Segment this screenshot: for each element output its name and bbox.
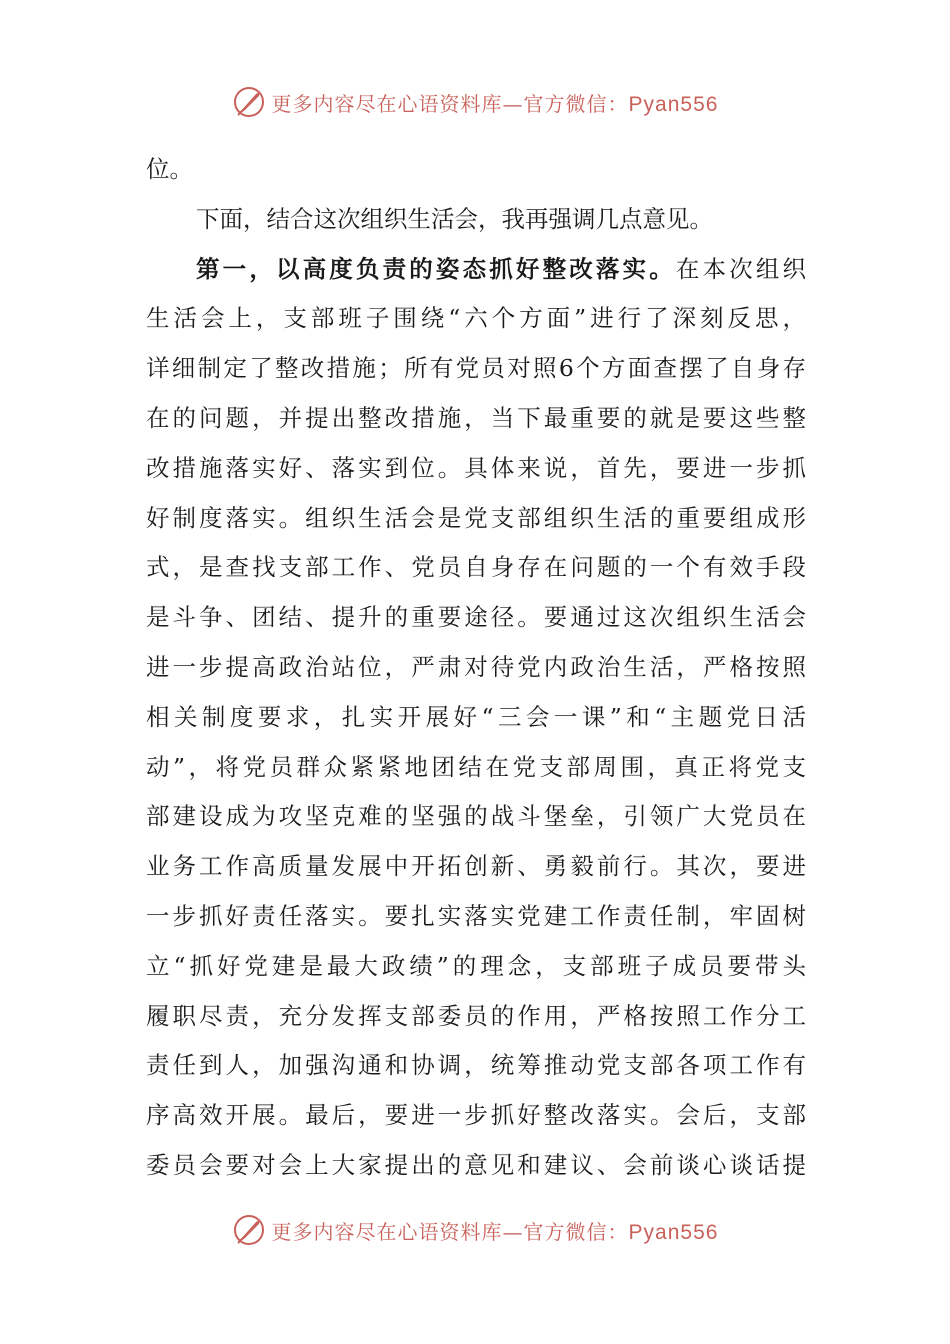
text-line: 责任到人，加强沟通和协调，统筹推动党支部各项工作有: [146, 1051, 806, 1080]
section-heading: 第一，以高度负责的姿态抓好整改落实。: [196, 254, 676, 283]
text-line: 位。: [146, 155, 193, 183]
text-line: 部建设成为攻坚克难的坚强的战斗堡垒，引领广大党员在: [146, 802, 806, 831]
text-line: 动”，将党员群众紧紧地团结在党支部周围，真正将党支: [146, 752, 806, 781]
text-line: 业务工作高质量发展中开拓创新、勇毅前行。其次，要进: [146, 852, 806, 881]
text-line: 式，是查找支部工作、党员自身存在问题的一个有效手段: [146, 553, 806, 582]
text-line: 好制度落实。组织生活会是党支部组织生活的重要组成形: [146, 503, 806, 532]
quill-logo-icon: [232, 85, 266, 119]
text-line: 改措施落实好、落实到位。具体来说，首先，要进一步抓: [146, 453, 806, 482]
text-line: 立“抓好党建是最大政绩”的理念，支部班子成员要带头: [146, 951, 806, 980]
footer-watermark: [0, 1208, 950, 1252]
document-body: [146, 145, 806, 1191]
text-line: 履职尽责，充分发挥支部委员的作用，严格按照工作分工: [146, 1001, 806, 1030]
header-watermark: [0, 80, 950, 124]
text-line: 在的问题，并提出整改措施，当下最重要的就是要这些整: [146, 403, 806, 432]
text-line: 委员会要对会上大家提出的意见和建议、会前谈心谈话提: [146, 1150, 806, 1179]
text-line: 下面，结合这次组织生活会，我再强调几点意见。: [196, 204, 713, 233]
section-heading-line: [146, 245, 806, 295]
text-line: 是斗争、团结、提升的重要途径。要通过这次组织生活会: [146, 603, 806, 632]
text-line: 详细制定了整改措施；所有党员对照6个方面查摆了自身存: [146, 354, 806, 383]
watermark-text: 更多内容尽在心语资料库—官方微信：Pyan556: [271, 91, 719, 116]
text-fragment: 在本次组织: [675, 254, 806, 283]
text-line: 一步抓好责任落实。要扎实落实党建工作责任制，牢固树: [146, 901, 806, 930]
quill-logo-icon: [232, 1213, 266, 1247]
text-line: 进一步提高政治站位，严肃对待党内政治生活，严格按照: [146, 652, 806, 681]
text-line: 相关制度要求，扎实开展好“三会一课”和“主题党日活: [146, 702, 806, 731]
watermark-text: 更多内容尽在心语资料库—官方微信：Pyan556: [271, 1219, 719, 1244]
text-line: 生活会上，支部班子围绕“六个方面”进行了深刻反思，: [146, 304, 806, 333]
text-line: 序高效开展。最后，要进一步抓好整改落实。会后，支部: [146, 1101, 806, 1130]
